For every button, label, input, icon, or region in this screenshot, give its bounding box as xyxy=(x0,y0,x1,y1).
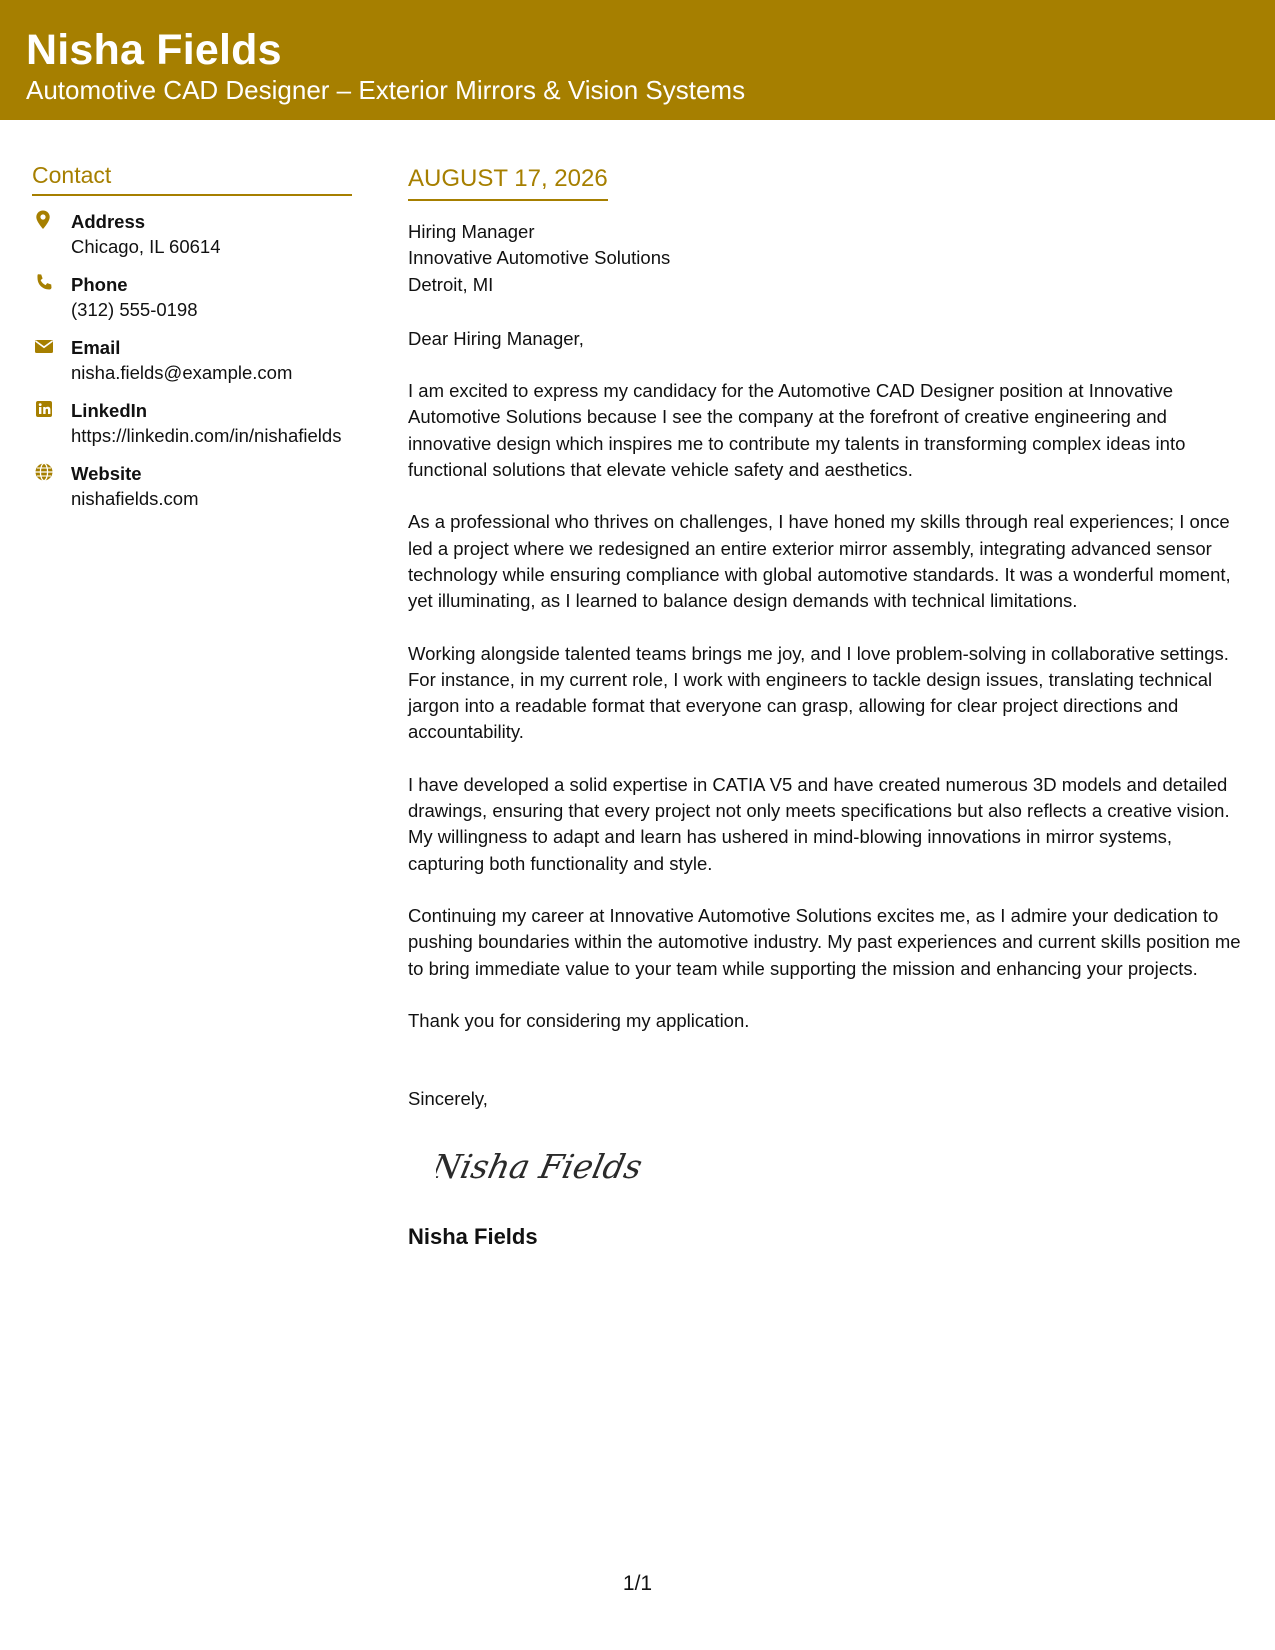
letter-paragraph: Thank you for considering my application. xyxy=(408,1009,750,1031)
contact-label: Address xyxy=(71,211,146,232)
signature-text: Nisha Fields xyxy=(436,1147,646,1187)
letter-paragraph: Continuing my career at Innovative Automotive Solutions excites me, as I admire your dedication to pushing boundaries within the automotive industry. My past experiences and current skills position me to bring immediate value to your team while supporting the mission and enhancing your projects. xyxy=(408,904,1241,979)
contact-item-linkedin xyxy=(32,398,352,448)
closing: Sincerely, xyxy=(408,1088,488,1110)
sidebar xyxy=(32,160,352,524)
contact-section-title: Contact xyxy=(32,160,352,196)
globe-icon xyxy=(34,462,54,482)
website-link[interactable]: nishafields.com xyxy=(71,488,199,509)
letter-paragraph: As a professional who thrives on challenges, I have honed my skills through real experiences; I once led a project where we redesigned an entire exterior mirror assembly, integrating advanced sensor technology while ensuring compliance with global automotive standards. It was a wonderful moment, yet illuminating, as I learned to balance design demands with technical limitations. xyxy=(408,511,1231,612)
letter-body xyxy=(408,163,1253,1252)
contact-item-address xyxy=(32,209,352,259)
recipient-line: Innovative Automotive Solutions xyxy=(408,247,671,269)
contact-label: Email xyxy=(71,337,121,358)
contact-label: Phone xyxy=(71,274,128,295)
contact-list xyxy=(32,209,352,511)
letter-date: AUGUST 17, 2026 xyxy=(408,163,608,201)
letter-paragraph: I am excited to express my candidacy for the Automotive CAD Designer position at Innovative Automotive Solutions because I see the company at the forefront of creative engineering and innovative design which inspires me to contribute my talents in transforming complex ideas into functional solutions that elevate vehicle safety and aesthetics. xyxy=(408,380,1186,481)
recipient-block xyxy=(408,219,1253,298)
header-banner xyxy=(0,0,1275,120)
contact-item-email xyxy=(32,335,352,385)
page-number: 1/1 xyxy=(622,1572,653,1595)
contact-value: Chicago, IL 60614 xyxy=(71,236,221,257)
contact-label: Website xyxy=(71,463,142,484)
envelope-icon xyxy=(34,336,54,356)
signer-name: Nisha Fields xyxy=(408,1224,538,1250)
contact-value: (312) 555-0198 xyxy=(71,299,198,320)
contact-label: LinkedIn xyxy=(71,400,148,421)
signature-image xyxy=(436,1140,656,1192)
phone-icon xyxy=(34,273,54,293)
contact-item-website xyxy=(32,461,352,511)
linkedin-icon xyxy=(34,399,54,419)
map-pin-icon xyxy=(34,210,54,230)
salutation: Dear Hiring Manager, xyxy=(408,327,584,349)
contact-item-phone xyxy=(32,272,352,322)
email-link[interactable]: nisha.fields@example.com xyxy=(71,362,293,383)
recipient-line: Hiring Manager xyxy=(408,221,535,242)
job-title: Automotive CAD Designer – Exterior Mirrors & Vision Systems xyxy=(26,75,746,105)
letter-paragraph: Working alongside talented teams brings me joy, and I love problem-solving in collaborative settings. For instance, in my current role, I work with engineers to tackle design issues, translating technical jargon into a readable format that everyone can grasp, allowing for clear project directions and accountability. xyxy=(408,642,1229,743)
linkedin-link[interactable]: https://linkedin.com/in/nishafields xyxy=(71,425,342,446)
candidate-name: Nisha Fields xyxy=(26,26,282,74)
recipient-line: Detroit, MI xyxy=(408,273,494,295)
letter-paragraph: I have developed a solid expertise in CATIA V5 and have created numerous 3D models and detailed drawings, ensuring that every project not only meets specifications but also reflects a creative vision. My willingness to adapt and learn has ushered in mind-blowing innovations in mirror systems, capturing both functionality and style. xyxy=(408,773,1230,874)
